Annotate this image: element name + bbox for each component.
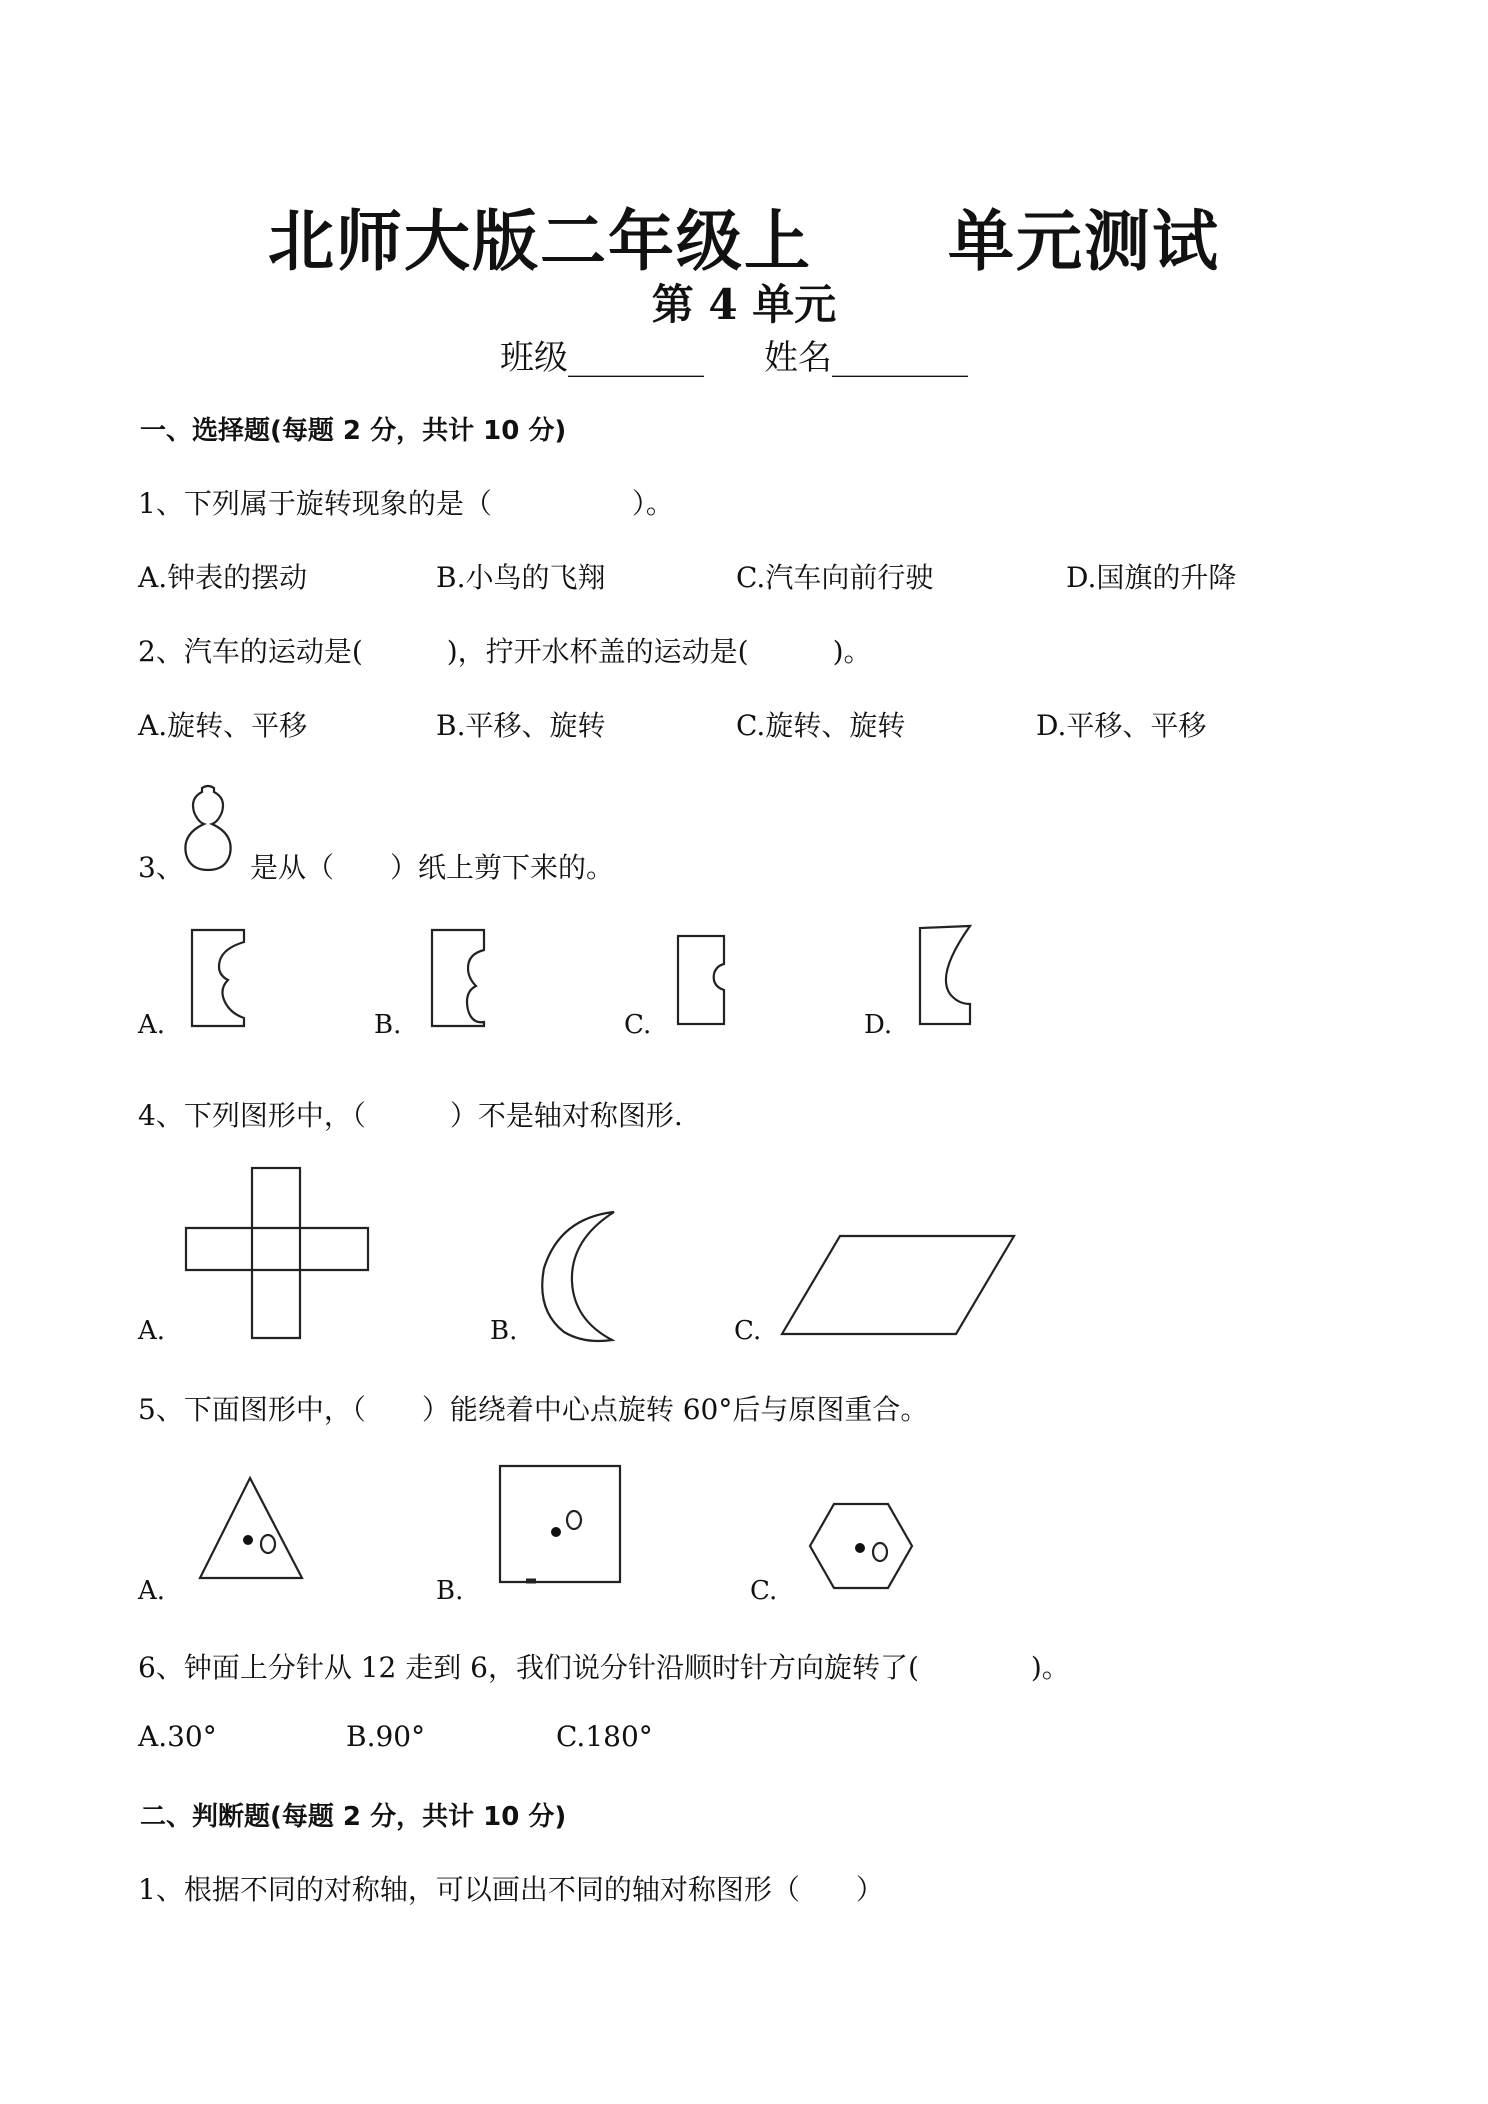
square-with-center-icon xyxy=(496,1462,624,1586)
q1-option-d: D.国旗的升降 xyxy=(1066,561,1237,594)
parallelogram-icon xyxy=(780,1232,1018,1338)
hexagon-with-center-icon xyxy=(806,1500,916,1592)
q3-option-b: B. xyxy=(374,1010,402,1040)
q4-option-b: B. xyxy=(490,1316,518,1346)
q2-option-a: A.旋转、平移 xyxy=(138,709,308,742)
question-4-text: 4、下列图形中，（ ）不是轴对称图形. xyxy=(138,1099,683,1132)
question-6-text: 6、钟面上分针从 12 走到 6，我们说分针沿顺时针方向旋转了( )。 xyxy=(138,1651,1070,1684)
q5-option-b: B. xyxy=(436,1576,464,1606)
triangle-with-center-icon xyxy=(196,1474,306,1584)
paper-cut-option-b-icon xyxy=(428,928,488,1028)
q4-option-c: C. xyxy=(734,1316,762,1346)
page-title: 北师大版二年级上 单元测试 xyxy=(268,203,1220,280)
q6-option-c: C.180° xyxy=(556,1720,653,1753)
q6-option-b: B.90° xyxy=(346,1720,426,1753)
gourd-shape-icon xyxy=(178,784,238,874)
crescent-moon-icon xyxy=(530,1210,630,1342)
section-judgment-heading: 二、判断题(每题 2 分，共计 10 分) xyxy=(140,1802,567,1832)
q1-option-c: C.汽车向前行驶 xyxy=(736,561,934,594)
q2-option-b: B.平移、旋转 xyxy=(436,709,606,742)
q4-option-a: A. xyxy=(138,1316,166,1346)
paper-cut-option-a-icon xyxy=(188,928,248,1028)
question-1-text: 1、下列属于旋转现象的是（ ）。 xyxy=(138,487,674,520)
q6-option-a: A.30° xyxy=(138,1720,217,1753)
name-field: 姓名________ xyxy=(764,338,968,378)
question-3-text: 是从（ ）纸上剪下来的。 xyxy=(250,851,615,884)
q2-option-c: C.旋转、旋转 xyxy=(736,709,906,742)
question-5-text: 5、下面图形中，（ ）能绕着中心点旋转 60°后与原图重合。 xyxy=(138,1393,929,1426)
q1-option-b: B.小鸟的飞翔 xyxy=(436,561,606,594)
q2-option-d: D.平移、平移 xyxy=(1036,709,1207,742)
q5-option-c: C. xyxy=(750,1576,778,1606)
q1-option-a: A.钟表的摆动 xyxy=(138,561,308,594)
q3-option-d: D. xyxy=(864,1010,893,1040)
class-field: 班级________ xyxy=(500,338,704,378)
judgment-question-1-text: 1、根据不同的对称轴，可以画出不同的轴对称图形（ ） xyxy=(138,1873,884,1906)
unit-subtitle: 第 4 单元 xyxy=(651,280,837,329)
q5-option-a: A. xyxy=(138,1576,166,1606)
question-3-prefix: 3、 xyxy=(138,851,184,884)
section-choice-heading: 一、选择题(每题 2 分，共计 10 分) xyxy=(140,416,567,446)
paper-cut-option-c-icon xyxy=(674,932,730,1028)
q3-option-c: C. xyxy=(624,1010,652,1040)
paper-cut-option-d-icon xyxy=(914,922,974,1028)
cross-shape-icon xyxy=(184,1166,372,1340)
q3-option-a: A. xyxy=(138,1010,166,1040)
question-2-text: 2、汽车的运动是( )，拧开水杯盖的运动是( )。 xyxy=(138,635,872,668)
